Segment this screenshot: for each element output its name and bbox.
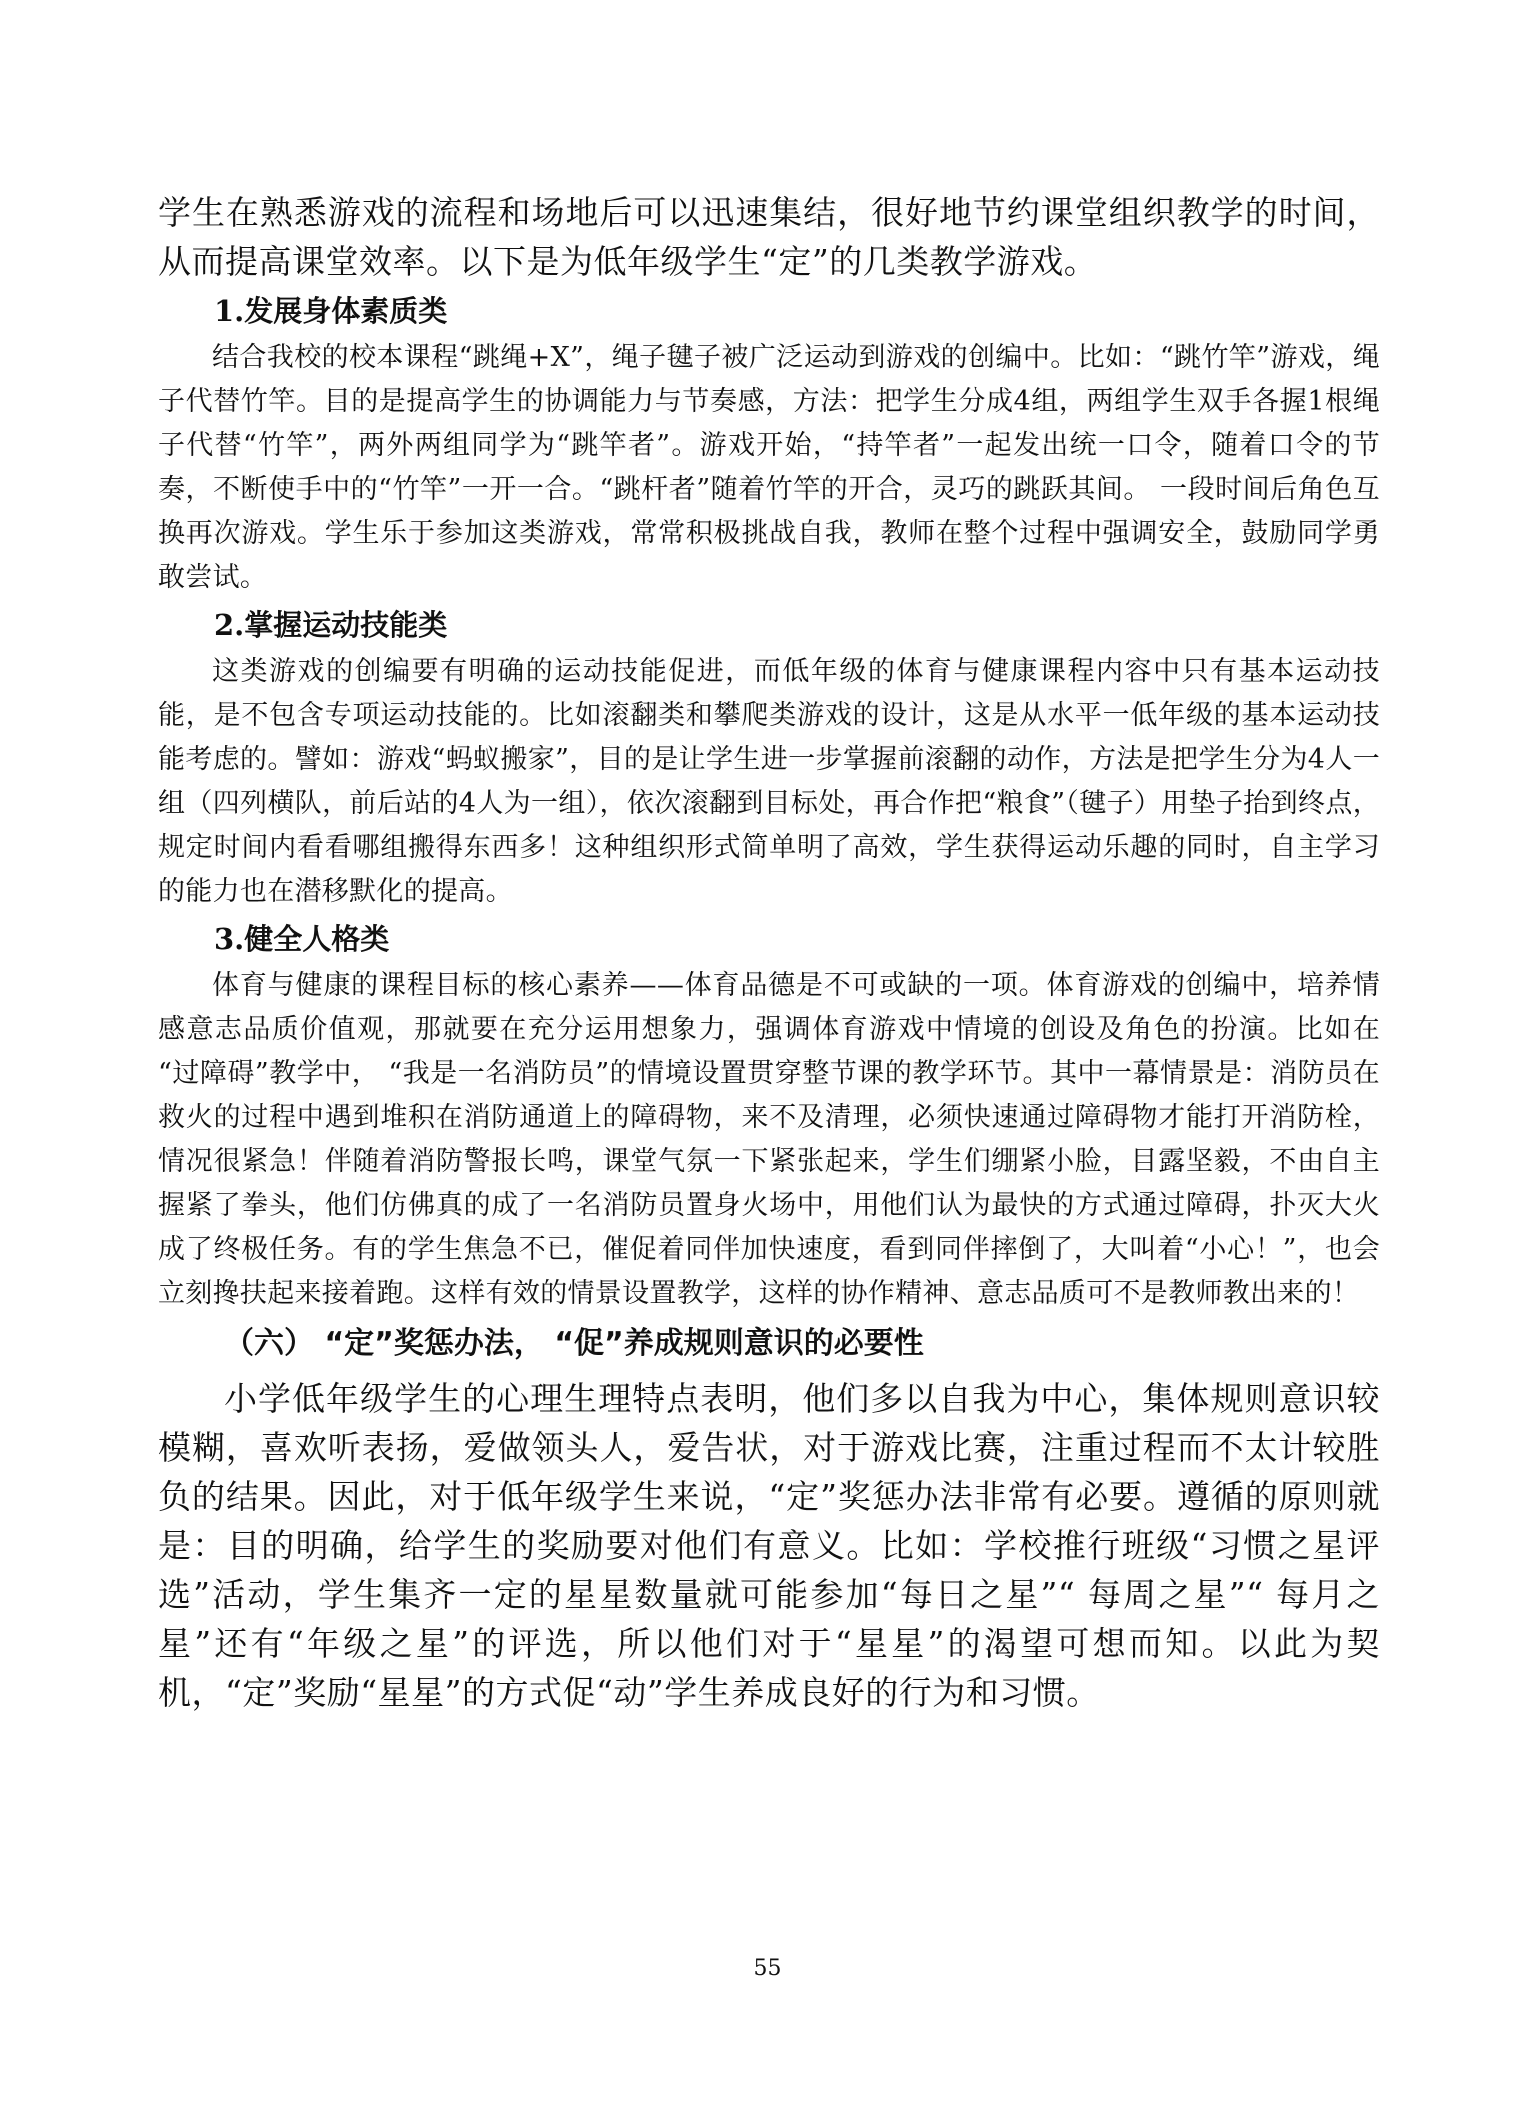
section-2-heading: 2.掌握运动技能类: [214, 608, 448, 642]
intro-paragraph: 学生在熟悉游戏的流程和场地后可以迅速集结，很好地节约课堂组织教学的时间，从而提高课堂效率。以下是为低年级学生“定”的几类教学游戏。: [158, 193, 1380, 281]
document-page: [158, 188, 1380, 1717]
page-number: 55: [753, 1956, 782, 1981]
section-3-heading: 3.健全人格类: [214, 922, 390, 956]
section-six-heading: （六） “定”奖惩办法， “促”养成规则意识的必要性: [224, 1326, 924, 1361]
section-3-body: 体育与健康的课程目标的核心素养——体育品德是不可或缺的一项。体育游戏的创编中，培养情感意志品质价值观，那就要在充分运用想象力，强调体育游戏中情境的创设及角色的扮演。比如在 “过障碍”教学中， “我是一名消防员”的情境设置贯穿整节课的教学环节。其中一幕情景是：消防员在救火的过程中遇到堆积在消防通道上的障碍物，来不及清理，必须快速通过障碍物才能打开消防栓，情况很紧急！伴随着消防警报长鸣，课堂气氛一下紧张起来，学生们绷紧小脸，目露坚毅，不由自主握紧了拳头，他们仿佛真的成了一名消防员置身火场中，用他们认为最快的方式通过障碍，扑灭大火成了终极任务。有的学生焦急不已，催促着同伴加快速度，看到同伴摔倒了，大叫着“小心！”，也会立刻搀扶起来接着跑。这样有效的情景设置教学，这样的协作精神、意志品质可不是教师教出来的！: [158, 970, 1380, 1309]
section-six-body: 小学低年级学生的心理生理特点表明，他们多以自我为中心，集体规则意识较模糊，喜欢听表扬，爱做领头人，爱告状，对于游戏比赛，注重过程而不太计较胜负的结果。因此，对于低年级学生来说，“定”奖惩办法非常有必要。遵循的原则就是：目的明确，给学生的奖励要对他们有意义。比如：学校推行班级“习惯之星评选”活动，学生集齐一定的星星数量就可能参加“每日之星”“ 每周之星”“ 每月之星”还有“年级之星”的评选，所以他们对于“星星”的渴望可想而知。以此为契机，“定”奖励“星星”的方式促“动”学生养成良好的行为和习惯。: [158, 1379, 1380, 1712]
section-1-heading: 1.发展身体素质类: [214, 294, 448, 328]
section-1-body: 结合我校的校本课程“跳绳+X”，绳子毽子被广泛运动到游戏的创编中。比如：“跳竹竿”游戏，绳子代替竹竿。目的是提高学生的协调能力与节奏感，方法：把学生分成4组，两组学生双手各握1根绳子代替“竹竿”，两外两组同学为“跳竿者”。游戏开始，“持竿者”一起发出统一口令，随着口令的节奏，不断使手中的“竹竿”一开一合。“跳杆者”随着竹竿的开合，灵巧的跳跃其间。 一段时间后角色互换再次游戏。学生乐于参加这类游戏，常常积极挑战自我，教师在整个过程中强调安全，鼓励同学勇敢尝试。: [158, 342, 1380, 593]
section-2-body: 这类游戏的创编要有明确的运动技能促进，而低年级的体育与健康课程内容中只有基本运动技能，是不包含专项运动技能的。比如滚翻类和攀爬类游戏的设计，这是从水平一低年级的基本运动技能考虑的。譬如：游戏“蚂蚁搬家”，目的是让学生进一步掌握前滚翻的动作，方法是把学生分为4人一组（四列横队，前后站的4人为一组），依次滚翻到目标处，再合作把“粮食”（毽子）用垫子抬到终点，规定时间内看看哪组搬得东西多！这种组织形式简单明了高效，学生获得运动乐趣的同时，自主学习的能力也在潜移默化的提高。: [158, 656, 1380, 907]
